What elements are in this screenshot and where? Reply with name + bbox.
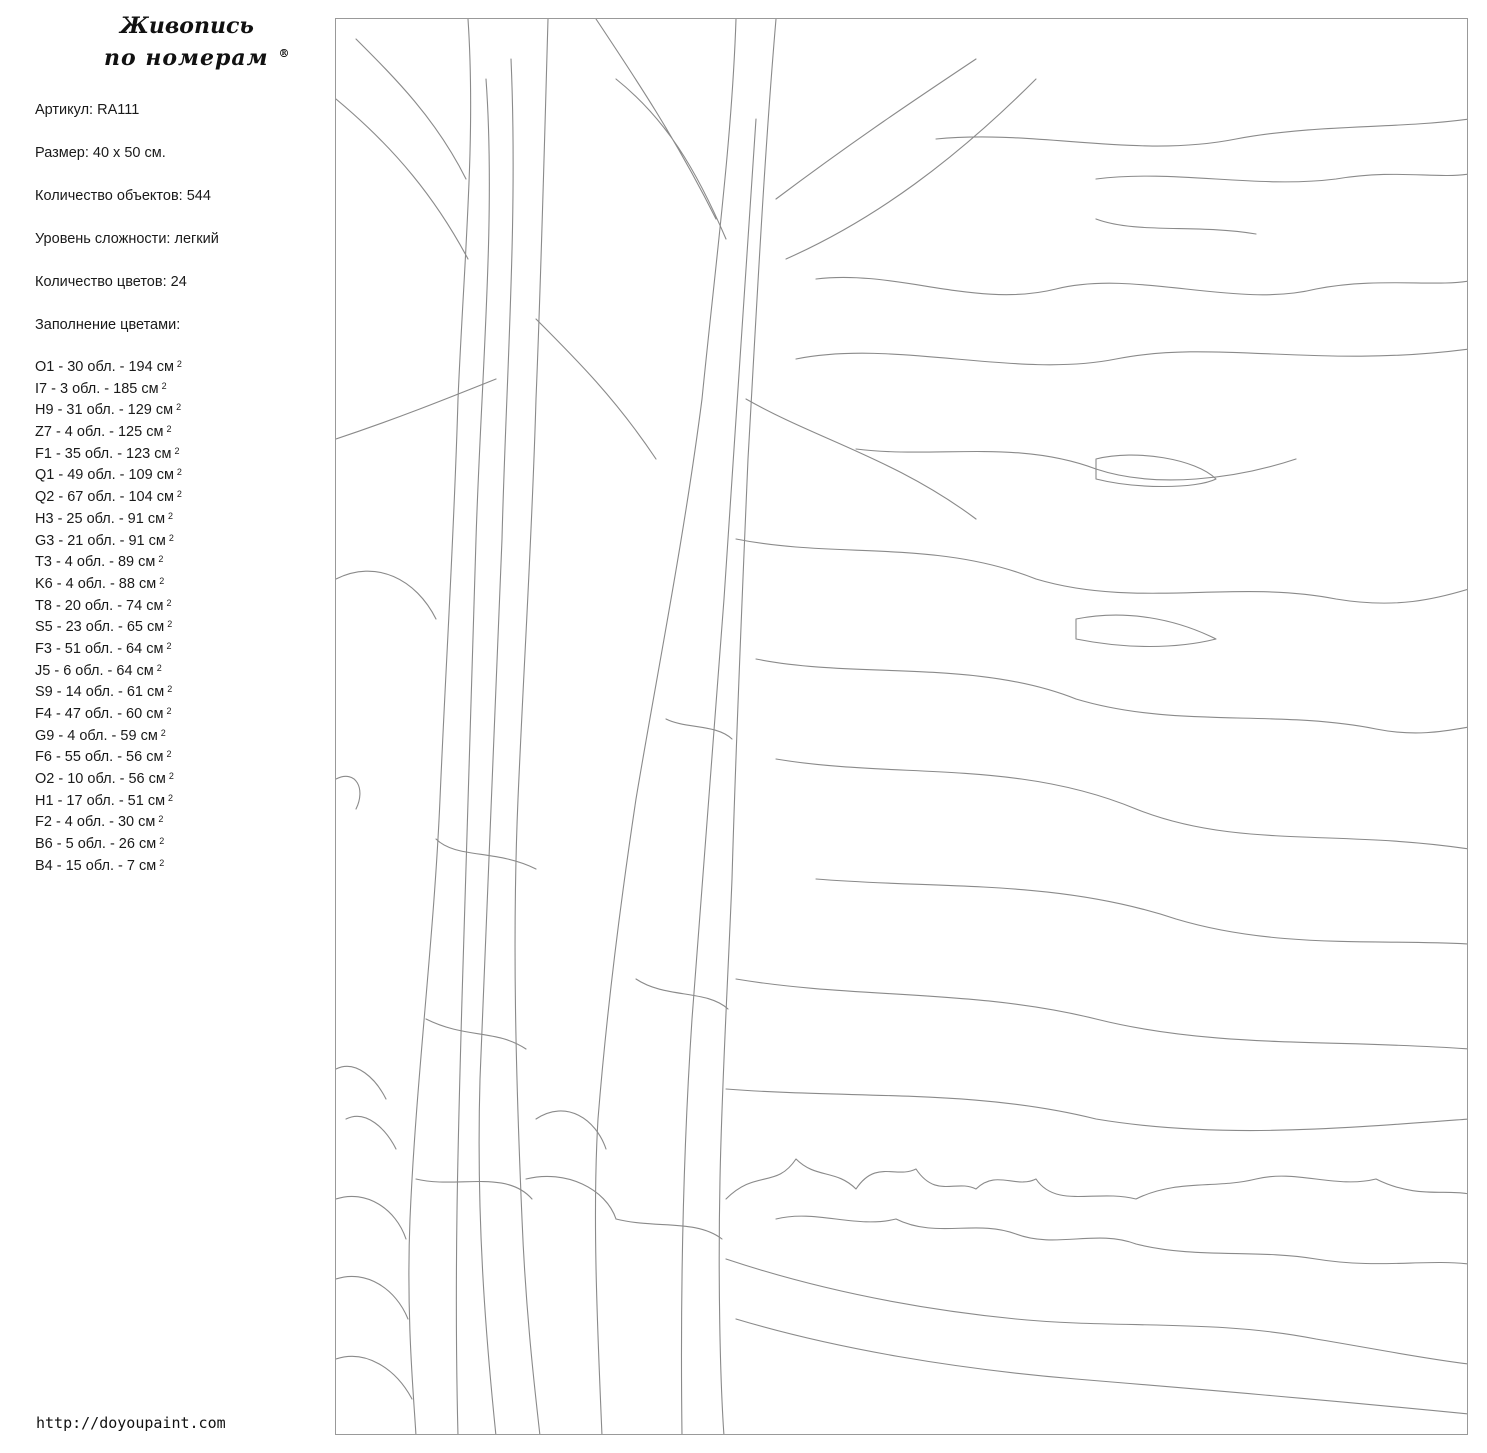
palette-item [35,531,182,553]
tree-trunk-right-edge [719,19,776,1435]
palette-item-text: B6 - 5 обл. - 26 см [35,836,157,853]
article-code: Артикул: RA111 [35,102,140,118]
palette-item-unit-superscript: 2 [168,771,174,782]
palette-item [35,639,182,661]
palette-item-unit-superscript: 2 [166,597,172,608]
palette-item-text: Q1 - 49 обл. - 109 см [35,467,174,484]
palette-item [35,552,182,574]
palette-list [35,357,182,878]
palette-item-unit-superscript: 2 [167,684,173,695]
palette-item [35,444,182,466]
shoreline [726,1259,1468,1364]
palette-item-text: F4 - 47 обл. - 60 см [35,706,164,722]
palette-item-unit-superscript: 2 [159,857,165,868]
palette-item-text: T8 - 20 обл. - 74 см [35,597,164,614]
palette-item-text: F1 - 35 обл. - 123 см [35,445,172,462]
fill-title: Заполнение цветами: [35,317,181,333]
palette-item-unit-superscript: 2 [167,619,173,630]
far-treeline [726,1159,1468,1199]
palette-item-text: J5 - 6 обл. - 64 см [35,662,154,679]
brand-line-2 [96,42,296,74]
branch [336,19,726,259]
palette-item [35,574,182,596]
palette-item-unit-superscript: 2 [166,424,172,435]
registered-mark: ® [278,47,291,60]
outline-drawing [336,19,1468,1435]
palette-item-text: Z7 - 4 обл. - 125 см [35,424,164,441]
product-details [35,100,219,336]
palette-item [35,617,182,639]
palette-item [35,812,182,834]
palette-item-unit-superscript: 2 [174,445,180,456]
palette-item [35,726,182,748]
coloring-canvas [335,18,1468,1435]
palette-item-text: H9 - 31 обл. - 129 см [35,402,174,419]
palette-item-text: Q2 - 67 обл. - 104 см [35,489,174,506]
palette-item-unit-superscript: 2 [166,706,172,716]
palette-item-text: T3 - 4 обл. - 89 см [35,554,156,571]
palette-item [35,856,182,878]
difficulty-level: Уровень сложности: легкий [35,231,219,247]
palette-item-text: H1 - 17 обл. - 51 см [35,792,166,809]
palette-item-unit-superscript: 2 [158,814,164,825]
palette-item-unit-superscript: 2 [159,836,165,847]
cloud-band [936,119,1468,146]
palette-item-text: G9 - 4 обл. - 59 см [35,727,158,744]
palette-item-unit-superscript: 2 [159,575,165,586]
palette-item-text: S9 - 14 обл. - 61 см [35,684,165,701]
palette-item-unit-superscript: 2 [176,489,182,500]
palette-item [35,596,182,618]
tree-trunk-right [595,19,736,1435]
palette-item [35,704,182,726]
palette-item-unit-superscript: 2 [176,467,182,478]
tree-trunk-left-edge [515,19,548,1435]
brand-line-1: Живопись [120,13,254,39]
palette-item [35,400,182,422]
palette-item [35,422,182,444]
palette-item-unit-superscript: 2 [161,380,167,391]
object-count: Количество объектов: 544 [35,188,211,204]
palette-item [35,834,182,856]
brand-line-2-text: по номерам [104,45,269,71]
palette-item-unit-superscript: 2 [166,749,172,760]
palette-item [35,357,182,379]
palette-item-unit-superscript: 2 [166,640,172,651]
palette-item-unit-superscript: 2 [158,554,164,565]
palette-item-text: S5 - 23 обл. - 65 см [35,619,165,636]
palette-item-unit-superscript: 2 [168,532,174,543]
palette-item [35,487,182,509]
palette-item [35,509,182,531]
tree-trunk-left [409,19,471,1435]
palette-item-unit-superscript: 2 [176,402,182,413]
palette-item [35,661,182,683]
canvas-size: Размер: 40 х 50 см. [35,145,166,161]
palette-item-text: O2 - 10 обл. - 56 см [35,771,166,788]
palette-item-unit-superscript: 2 [176,359,182,369]
palette-item-unit-superscript: 2 [156,662,162,673]
info-sidebar [0,0,320,1453]
palette-item-text: O1 - 30 обл. - 194 см [35,359,174,375]
palette-item-text: F3 - 51 обл. - 64 см [35,640,164,657]
website-link[interactable]: http://doyoupaint.com [36,1414,226,1432]
palette-item-text: B4 - 15 обл. - 7 см [35,857,157,874]
palette-item-unit-superscript: 2 [168,510,174,521]
palette-item-unit-superscript: 2 [160,727,166,738]
palette-item [35,769,182,791]
palette-item-text: G3 - 21 обл. - 91 см [35,532,166,549]
palette-item [35,682,182,704]
palette-item-unit-superscript: 2 [168,792,174,803]
palette-item-text: I7 - 3 обл. - 185 см [35,380,159,397]
palette-item [35,747,182,769]
color-count: Количество цветов: 24 [35,274,187,290]
palette-item-text: F6 - 55 обл. - 56 см [35,749,164,766]
palette-item-text: F2 - 4 обл. - 30 см [35,814,156,831]
palette-item [35,379,182,401]
brand-logo [96,10,296,74]
palette-item-text: H3 - 25 обл. - 91 см [35,510,166,527]
palette-item [35,465,182,487]
palette-item-text: K6 - 4 обл. - 88 см [35,575,157,592]
palette-item [35,791,182,813]
